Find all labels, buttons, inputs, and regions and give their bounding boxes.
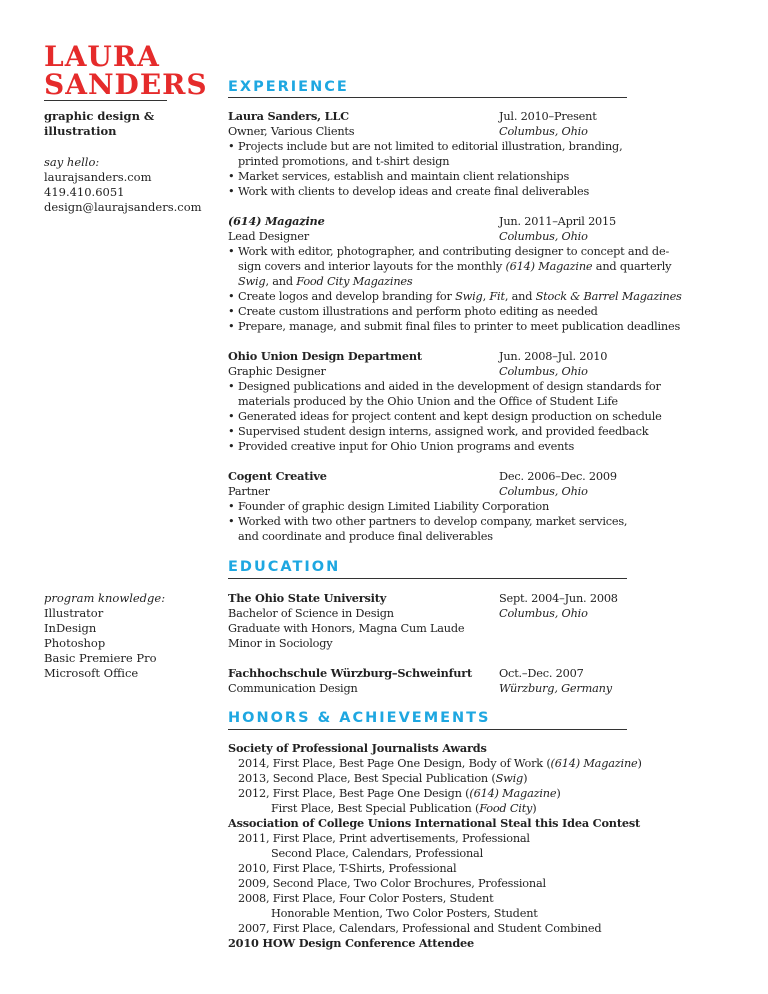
last-name: SANDERS: [44, 68, 208, 101]
school-header: [228, 591, 648, 606]
job-subheader: [228, 124, 648, 139]
job-location: Columbus, Ohio: [499, 230, 588, 243]
job-bullet: • Founder of graphic design Limited Liability Corporation: [228, 499, 648, 514]
experience-divider: [228, 97, 627, 98]
job-bullet-continued: Swig, and Food City Magazines: [238, 275, 413, 288]
job-header: [228, 469, 648, 484]
job-header: [228, 214, 648, 229]
job-bullet: • Designed publications and aided in the development of design standards for: [228, 379, 648, 394]
job-bullet-continued: printed promotions, and t-shirt design: [238, 155, 450, 168]
sidebar-contact: [44, 109, 214, 215]
school-dates: Sept. 2004–Jun. 2008: [499, 592, 618, 605]
job-bullet: • Prepare, manage, and submit final files to printer to meet publication deadlines: [228, 319, 648, 334]
job-subheader: [228, 484, 648, 499]
school-note: Minor in Sociology: [228, 637, 333, 650]
name-divider: [44, 100, 167, 101]
job-bullet: • Supervised student design interns, assigned work, and provided feedback: [228, 424, 648, 439]
phone-number: 419.410.6051: [44, 185, 125, 199]
email-link[interactable]: design@laurajsanders.com: [44, 200, 202, 214]
job-bullet: • Create custom illustrations and perform photo editing as needed: [228, 304, 648, 319]
sidebar-programs: [44, 591, 214, 681]
education-section: [228, 591, 648, 696]
job-bullet: • Market services, establish and maintain client relationships: [228, 169, 648, 184]
job-company: Cogent Creative: [228, 469, 327, 483]
school-name: The Ohio State University: [228, 591, 387, 605]
award-line: 2011, First Place, Print advertisements, Professional: [238, 832, 530, 845]
award-line: First Place, Best Special Publication (Food City): [271, 802, 537, 815]
program-item: Microsoft Office: [44, 666, 139, 680]
school-degree: Communication Design: [228, 682, 358, 695]
program-item: InDesign: [44, 621, 97, 635]
award-line: 2009, Second Place, Two Color Brochures, Professional: [238, 877, 546, 890]
award-line: 2010, First Place, T-Shirts, Professional: [238, 862, 457, 875]
job-bullet: • Work with editor, photographer, and contributing designer to concept and de-: [228, 244, 648, 259]
school-dates: Oct.–Dec. 2007: [499, 667, 584, 680]
award-line: 2008, First Place, Four Color Posters, Student: [238, 892, 494, 905]
award-title: 2010 HOW Design Conference Attendee: [228, 936, 475, 950]
first-name: LAURA: [44, 40, 160, 73]
website-link[interactable]: laurajsanders.com: [44, 170, 152, 184]
job-bullet: • Provided creative input for Ohio Union programs and events: [228, 439, 648, 454]
contact-label: say hello:: [44, 155, 100, 169]
job-role: Graphic Designer: [228, 365, 326, 378]
school-location: Columbus, Ohio: [499, 607, 588, 620]
program-item: Basic Premiere Pro: [44, 651, 157, 665]
job-location: Columbus, Ohio: [499, 485, 588, 498]
job-subheader: [228, 229, 648, 244]
school-header: [228, 666, 648, 681]
job-dates: Dec. 2006–Dec. 2009: [499, 470, 617, 483]
award-title: Society of Professional Journalists Awards: [228, 741, 487, 755]
job-bullet: • Work with clients to develop ideas and create final deliverables: [228, 184, 648, 199]
award-line: 2014, First Place, Best Page One Design, Body of Work ((614) Magazine): [238, 757, 642, 770]
tagline-line-2: illustration: [44, 124, 117, 138]
school-subheader: [228, 681, 648, 696]
award-line: Honorable Mention, Two Color Posters, Student: [271, 907, 538, 920]
job-bullet: • Generated ideas for project content and kept design production on schedule: [228, 409, 648, 424]
school-location: Würzburg, Germany: [499, 682, 612, 695]
job-bullet-continued: sign covers and interior layouts for the monthly (614) Magazine and quarterly: [238, 260, 672, 273]
award-line: 2012, First Place, Best Page One Design ((614) Magazine): [238, 787, 561, 800]
honors-heading: HONORS & ACHIEVEMENTS: [228, 710, 491, 726]
job-company: Laura Sanders, LLC: [228, 109, 349, 123]
job-bullet-continued: and coordinate and produce final deliverables: [238, 530, 493, 543]
program-item: Illustrator: [44, 606, 104, 620]
award-line: 2013, Second Place, Best Special Publication (Swig): [238, 772, 528, 785]
job-bullet-continued: materials produced by the Ohio Union and the Office of Student Life: [238, 395, 618, 408]
job-bullet: • Create logos and develop branding for Swig, Fit, and Stock & Barrel Magazines: [228, 289, 648, 304]
school-degree: Bachelor of Science in Design: [228, 607, 394, 620]
job-dates: Jul. 2010–Present: [499, 110, 597, 123]
school-note: Graduate with Honors, Magna Cum Laude: [228, 622, 465, 635]
award-line: Second Place, Calendars, Professional: [271, 847, 483, 860]
program-label: program knowledge:: [44, 591, 166, 605]
job-bullet: • Projects include but are not limited to editorial illustration, branding,: [228, 139, 648, 154]
job-header: [228, 109, 648, 124]
experience-section: [228, 109, 682, 544]
education-heading: EDUCATION: [228, 559, 341, 575]
honors-divider: [228, 729, 627, 730]
job-location: Columbus, Ohio: [499, 125, 588, 138]
job-role: Partner: [228, 485, 270, 498]
job-company: (614) Magazine: [228, 214, 325, 228]
tagline-line-1: graphic design &: [44, 109, 155, 123]
education-divider: [228, 578, 627, 579]
school-name: Fachhochschule Würzburg–Schweinfurt: [228, 666, 473, 680]
award-line: 2007, First Place, Calendars, Professional and Student Combined: [238, 922, 602, 935]
school-subheader: [228, 606, 648, 621]
job-location: Columbus, Ohio: [499, 365, 588, 378]
program-item: Photoshop: [44, 636, 106, 650]
honors-section: [228, 741, 648, 951]
job-dates: Jun. 2011–April 2015: [499, 215, 617, 228]
job-company: Ohio Union Design Department: [228, 349, 422, 363]
experience-heading: EXPERIENCE: [228, 79, 349, 95]
job-role: Lead Designer: [228, 230, 309, 243]
job-dates: Jun. 2008–Jul. 2010: [499, 350, 608, 363]
job-bullet: • Worked with two other partners to develop company, market services,: [228, 514, 648, 529]
job-role: Owner, Various Clients: [228, 125, 355, 138]
job-subheader: [228, 364, 648, 379]
award-title: Association of College Unions International Steal this Idea Contest: [228, 816, 641, 830]
job-header: [228, 349, 648, 364]
